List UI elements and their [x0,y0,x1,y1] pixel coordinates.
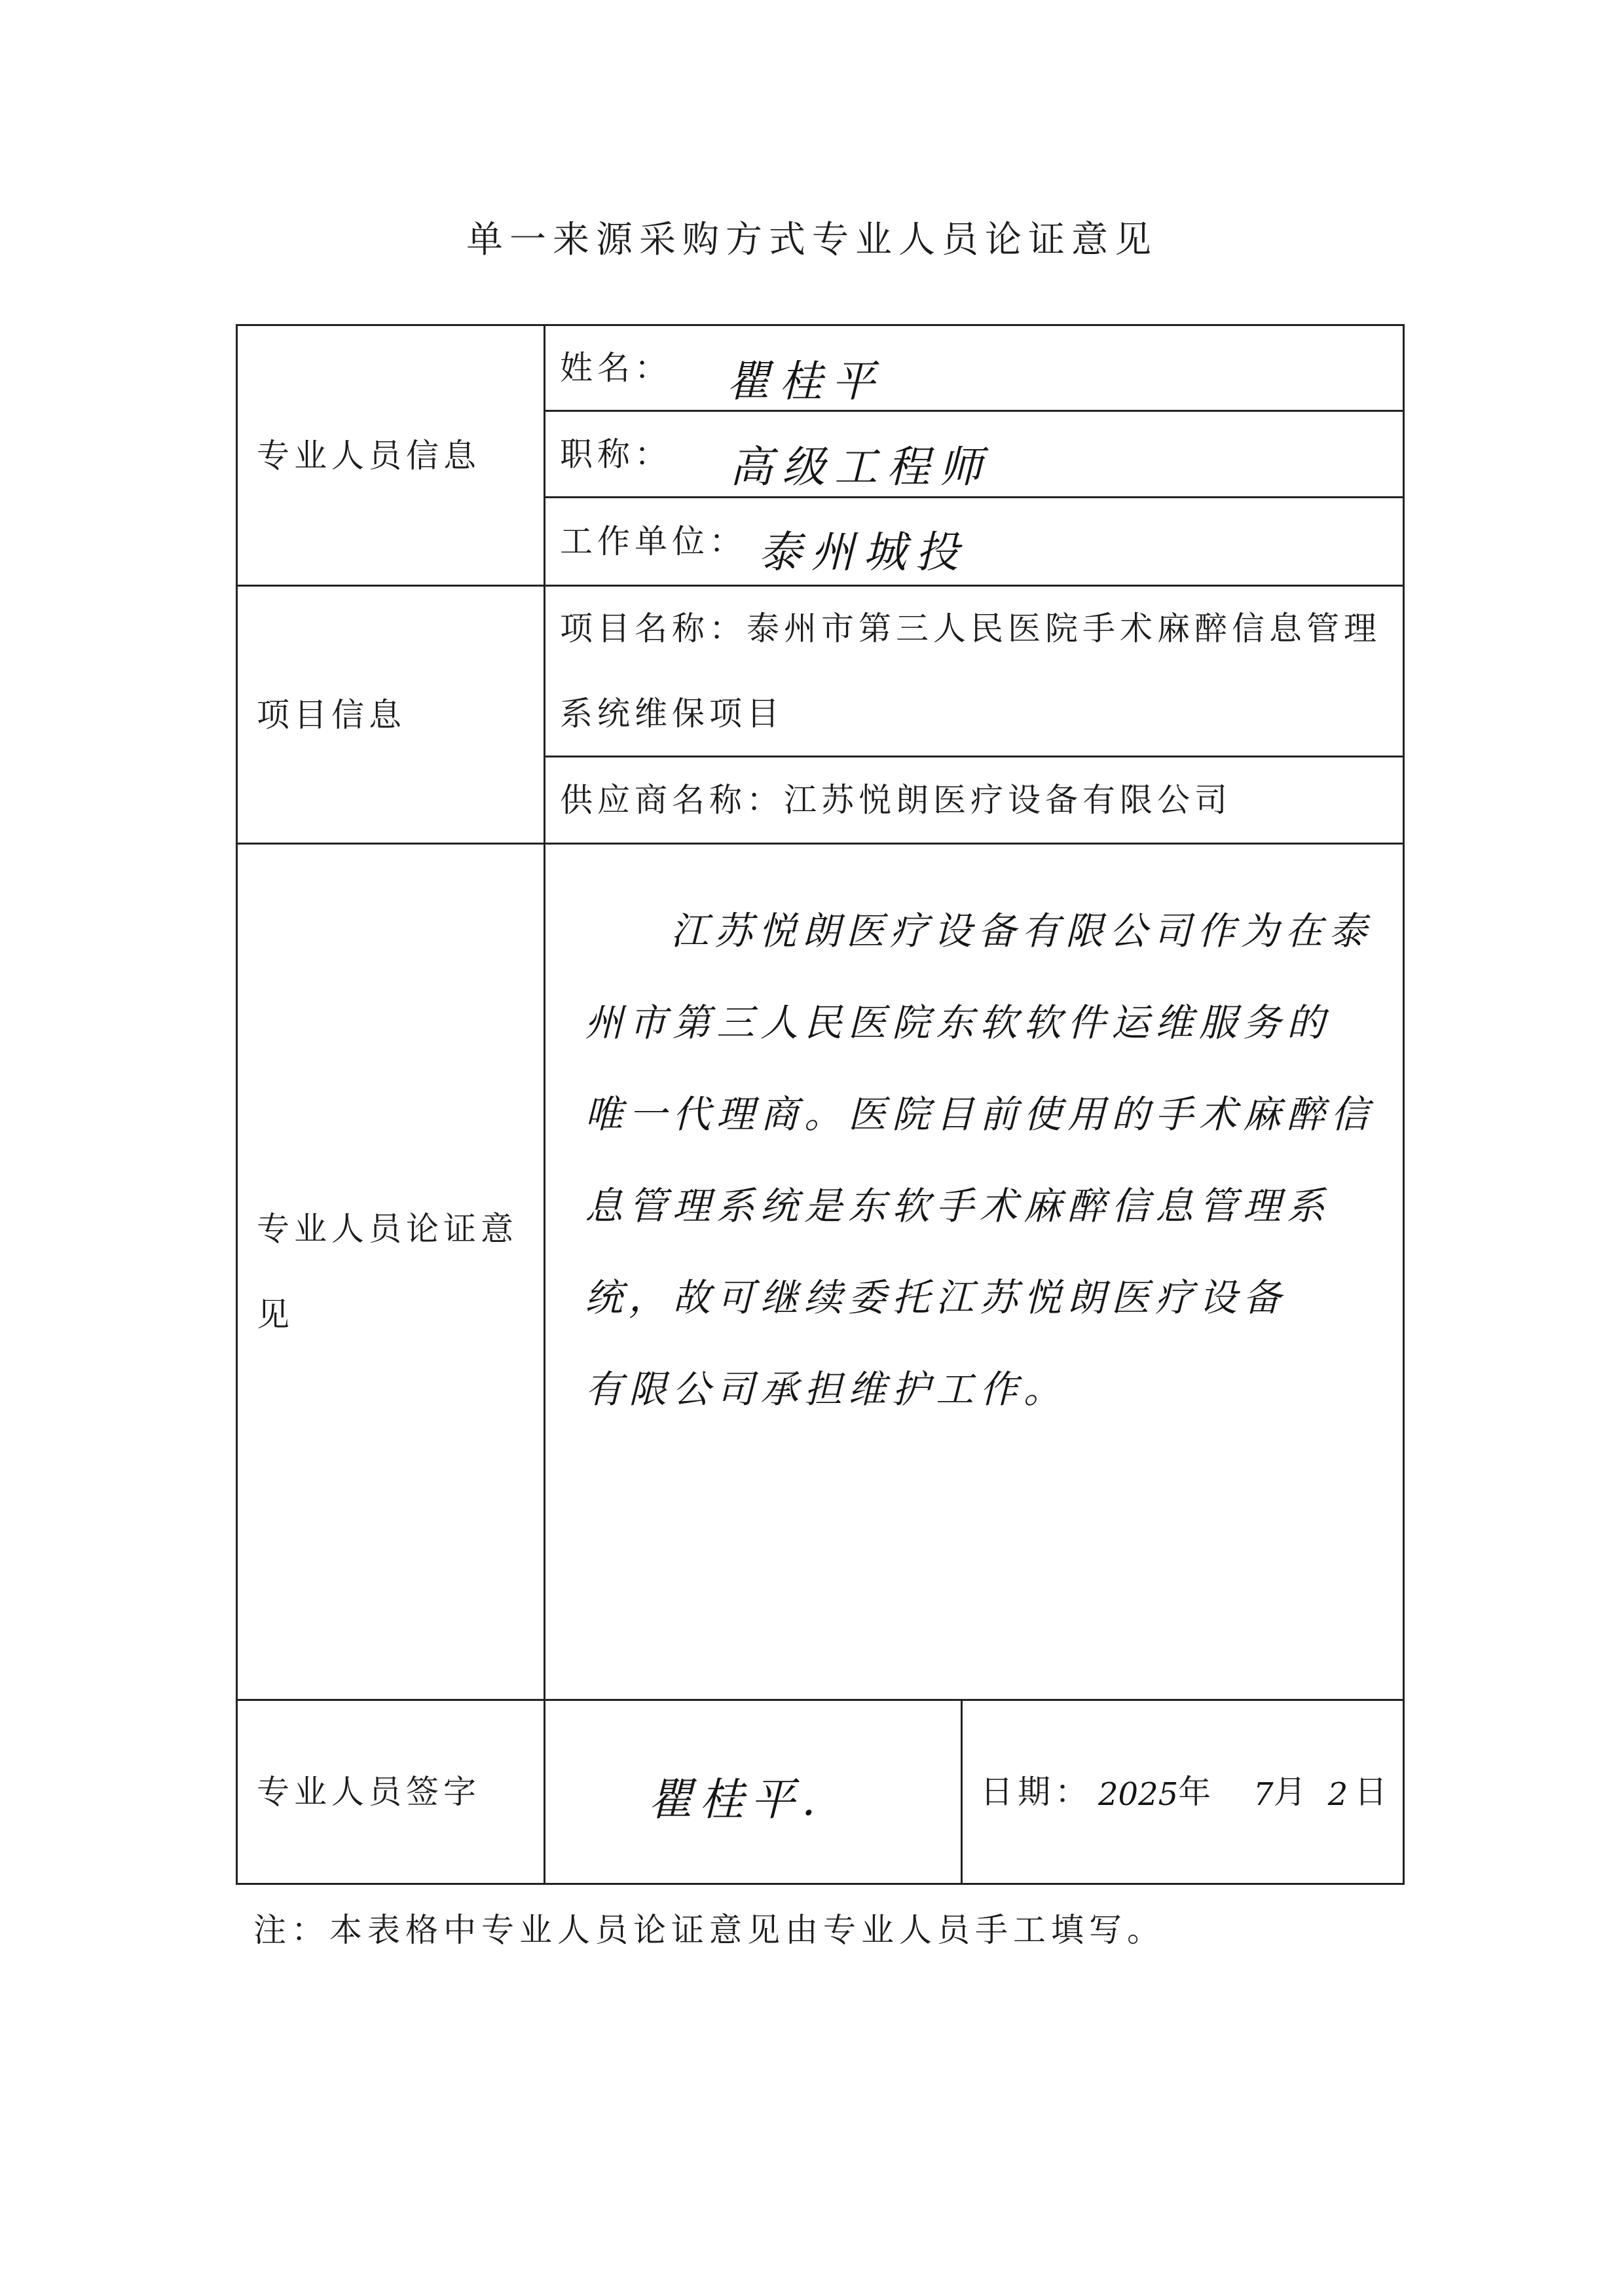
date-year: 2025 [1098,1776,1179,1813]
supplier-label: 供应商名称： [560,782,784,818]
employer-label: 工作单位： [560,523,747,560]
date-day: 2 [1327,1776,1348,1813]
job-title-cell [544,410,1405,498]
expert-info-label-cell [236,324,545,587]
project-name-label: 项目名称： [560,610,747,647]
name-value: 瞿桂平 [727,355,884,407]
document-title: 单一来源采购方式专业人员论证意见 [466,220,1158,261]
opinion-line: 江苏悦朗医疗设备有限公司作为在泰 [671,909,1373,953]
opinion-label-cell [236,843,545,1701]
date-year-unit: 年 [1178,1774,1216,1810]
job-title-value: 高级工程师 [729,442,991,492]
employer-value: 泰州城投 [758,526,968,577]
opinion-label: 专业人员论证意见 [257,1210,518,1333]
signature-cell [544,1699,963,1885]
opinion-line: 唯一代理商。医院目前使用的手术麻醉信 [585,1092,1375,1137]
date-month-unit: 月 [1273,1774,1311,1810]
supplier-value: 江苏悦朗医疗设备有限公司 [784,782,1232,818]
date-month: 7 [1253,1776,1274,1813]
opinion-line: 州市第三人民医院东软软件运维服务的 [585,1000,1331,1045]
supplier-cell [544,756,1405,845]
date-label: 日期： [980,1774,1092,1810]
opinion-cell [544,843,1405,1701]
job-title-label: 职称： [560,435,672,473]
signature-label: 专业人员签字 [257,1774,481,1810]
name-cell [544,324,1405,412]
project-name-text [560,586,1392,756]
employer-cell [544,496,1405,587]
opinion-line: 统，故可继续委托江苏悦朗医疗设备 [585,1275,1287,1320]
project-info-label: 项目信息 [257,696,406,733]
date-day-unit: 日 [1354,1774,1392,1810]
project-info-label-cell [236,585,545,845]
name-label: 姓名： [560,350,672,386]
footnote: 注：本表格中专业人员论证意见由专业人员手工填写。 [253,1912,1165,1948]
opinion-line: 有限公司承担维护工作。 [585,1367,1068,1412]
expert-info-label: 专业人员信息 [257,437,481,474]
opinion-line: 息管理系统是东软手术麻醉信息管理系 [585,1184,1331,1228]
opinion-handwritten-text [585,885,1375,1435]
date-cell [961,1699,1405,1885]
handwritten-signature: 瞿桂平. [648,1774,822,1826]
project-name-value: 泰州市第三人民医院手术麻醉信息管理系统维保项目 [560,610,1381,732]
project-name-cell [544,585,1405,757]
signature-label-cell [236,1699,545,1885]
